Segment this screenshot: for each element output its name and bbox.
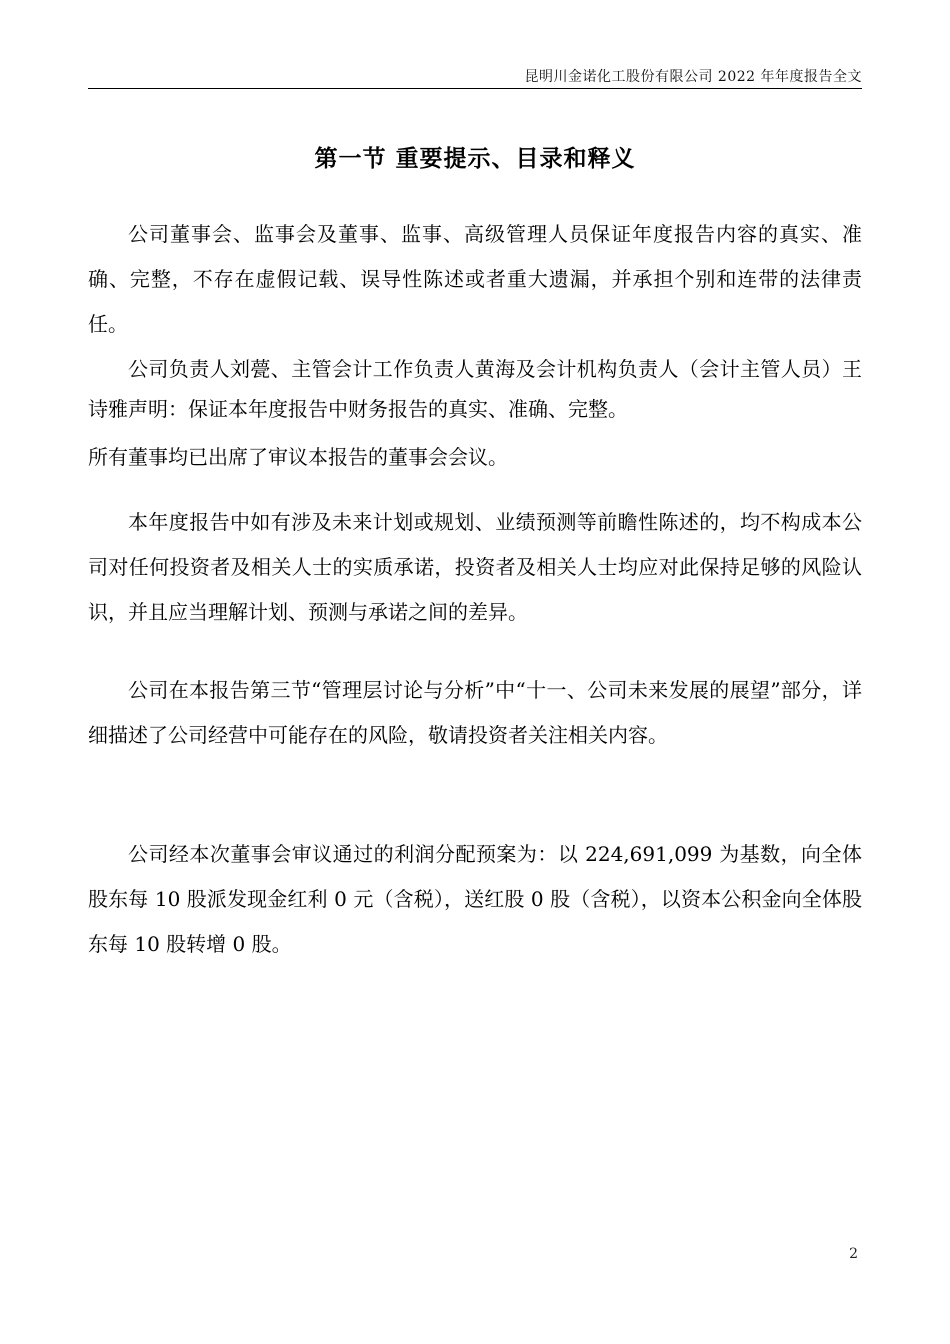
profit-distribution-plan: 公司经本次董事会审议通过的利润分配预案为：以 224,691,099 为基数，向全体股东每 10 股派发现金红利 0 元（含税），送红股 0 股（含税），以资本公积金向全体股东每 10 股转增 0 股。 bbox=[88, 842, 862, 956]
officers-declaration: 公司负责人刘甍、主管会计工作负责人黄海及会计机构负责人（会计主管人员）王诗雅声明：保证本年度报告中财务报告的真实、准确、完整。 bbox=[88, 357, 862, 421]
responsibility-statement: 公司董事会、监事会及董事、监事、高级管理人员保证年度报告内容的真实、准确、完整，不存在虚假记载、误导性陈述或者重大遗漏，并承担个别和连带的法律责任。 bbox=[88, 222, 862, 336]
forward-looking-disclaimer: 本年度报告中如有涉及未来计划或规划、业绩预测等前瞻性陈述的，均不构成本公司对任何投资者及相关人士的实质承诺，投资者及相关人士均应对此保持足够的风险认识，并且应当理解计划、预测与承诺之间的差异。 bbox=[88, 510, 862, 624]
directors-attendance: 所有董事均已出席了审议本报告的董事会会议。 bbox=[88, 445, 508, 469]
running-header: 昆明川金诺化工股份有限公司 2022 年年度报告全文 bbox=[524, 69, 862, 85]
risk-notice: 公司在本报告第三节“管理层讨论与分析”中“十一、公司未来发展的展望”部分，详细描述了公司经营中可能存在的风险，敬请投资者关注相关内容。 bbox=[88, 678, 862, 747]
page-number: 2 bbox=[849, 1246, 858, 1262]
header-divider bbox=[88, 88, 862, 89]
section-title: 第一节 重要提示、目录和释义 bbox=[314, 145, 636, 172]
